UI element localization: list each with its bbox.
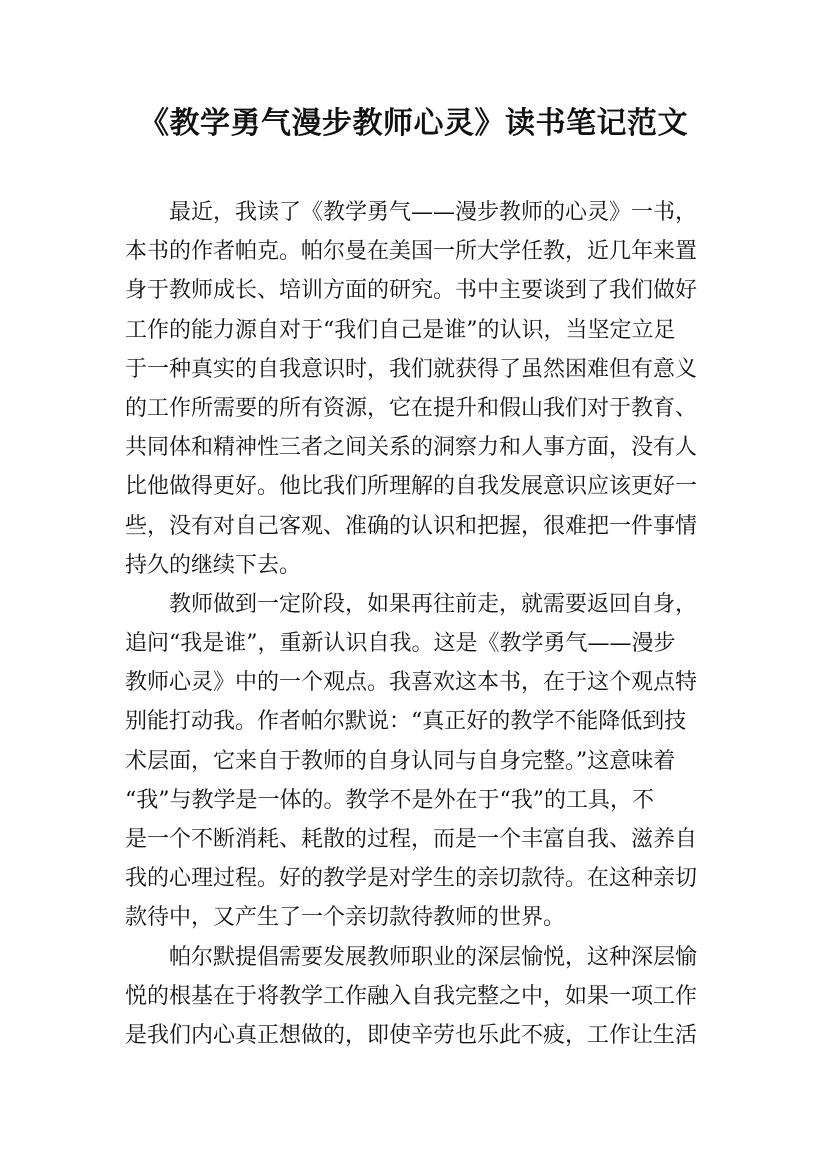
paragraph-line: 些，没有对自己客观、准确的认识和把握，很难把一件事情 [125, 513, 698, 539]
paragraph-line: 款待中，又产生了一个亲切款待教师的世界。 [125, 905, 566, 931]
paragraph-line: 共同体和精神性三者之间关系的洞察力和人事方面，没有人 [125, 435, 698, 461]
paragraph-line: 身于教师成长、培训方面的研究。书中主要谈到了我们做好 [125, 278, 698, 304]
paragraph-line: 于一种真实的自我意识时，我们就获得了虽然困难但有意义 [125, 356, 698, 382]
paragraph-line: 教师做到一定阶段，如果再往前走，就需要返回自身， [169, 591, 698, 617]
paragraph-line: 工作的能力源自对于“我们自己是谁”的认识，当坚定立足 [125, 317, 676, 343]
document-title: 《教学勇气漫步教师心灵》读书笔记范文 [139, 106, 688, 141]
paragraph-line: 的工作所需要的所有资源，它在提升和假山我们对于教育、 [125, 395, 698, 421]
paragraph-line: 是一个不断消耗、耗散的过程，而是一个丰富自我、滋养自 [125, 827, 698, 852]
paragraph-line: 教师心灵》中的一个观点。我喜欢这本书，在于这个观点特 [125, 670, 698, 696]
paragraph-line: 帕尔默提倡需要发展教师职业的深层愉悦，这种深层愉 [169, 944, 698, 970]
document-body [125, 193, 715, 1055]
paragraph-line: 别能打动我。作者帕尔默说：“真正好的教学不能降低到技 [125, 709, 687, 735]
paragraph-line: 是我们内心真正想做的，即使辛劳也乐此不疲，工作让生活 [125, 1022, 698, 1048]
paragraph-line: 比他做得更好。他比我们所理解的自我发展意识应该更好一 [125, 474, 698, 500]
paragraph-line: 最近，我读了《教学勇气——漫步教师的心灵》一书， [169, 200, 698, 225]
paragraph-line: 持久的继续下去。 [125, 552, 302, 578]
paragraph-1 [125, 193, 715, 585]
paragraph-line: 悦的根基在于将教学工作融入自我完整之中，如果一项工作 [125, 983, 698, 1009]
paragraph-line: 术层面，它来自于教师的自身认同与自身完整。”这意味着 [125, 748, 676, 774]
paragraph-2 [125, 585, 715, 938]
paragraph-line: 我的心理过程。好的教学是对学生的亲切款待。在这种亲切 [125, 866, 698, 892]
paragraph-line: 本书的作者帕克。帕尔曼在美国一所大学任教，近几年来置 [125, 239, 698, 265]
paragraph-3 [125, 938, 715, 1056]
paragraph-line: 追问“我是谁”，重新认识自我。这是《教学勇气——漫步 [125, 631, 676, 657]
paragraph-line: “我”与教学是一体的。教学不是外在于“我”的工具，不 [125, 787, 654, 813]
